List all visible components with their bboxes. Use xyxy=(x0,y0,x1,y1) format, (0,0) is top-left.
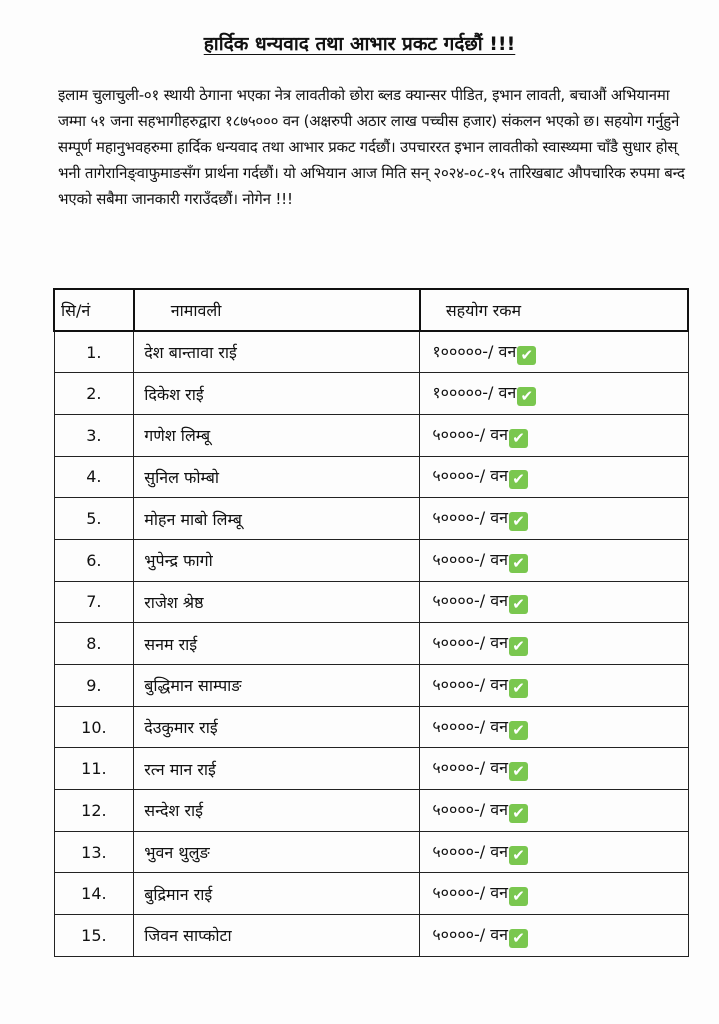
check-mark-icon: ✔ xyxy=(509,679,528,698)
donor-table xyxy=(53,288,689,957)
serial-cell: 1. xyxy=(54,331,134,373)
amount-cell xyxy=(420,331,688,373)
table-row xyxy=(54,748,688,790)
serial-cell: 4. xyxy=(54,456,134,498)
amount-cell xyxy=(420,456,688,498)
check-mark-icon: ✔ xyxy=(509,595,528,614)
check-mark-icon: ✔ xyxy=(509,554,528,573)
serial-cell: 5. xyxy=(54,498,134,540)
amount-text: ५००००-/ वन xyxy=(432,591,508,611)
serial-cell: 11. xyxy=(54,748,134,790)
serial-cell: 8. xyxy=(54,623,134,665)
table-row xyxy=(54,873,688,915)
name-cell: बुद्धिमान साम्पाङ xyxy=(134,665,420,707)
check-mark-icon: ✔ xyxy=(509,804,528,823)
name-cell: बुद्रिमान राई xyxy=(134,873,420,915)
serial-cell: 3. xyxy=(54,414,134,456)
check-mark-icon: ✔ xyxy=(509,429,528,448)
check-mark-icon: ✔ xyxy=(517,387,536,406)
check-mark-icon: ✔ xyxy=(509,762,528,781)
name-cell: देउकुमार राई xyxy=(134,706,420,748)
name-cell: सनम राई xyxy=(134,623,420,665)
name-cell: सुनिल फोम्बो xyxy=(134,456,420,498)
amount-cell xyxy=(420,915,688,957)
amount-text: ५००००-/ वन xyxy=(432,674,508,694)
table-row xyxy=(54,456,688,498)
serial-cell: 15. xyxy=(54,915,134,957)
table-row xyxy=(54,623,688,665)
name-cell: रत्न मान राई xyxy=(134,748,420,790)
title-text: हार्दिक धन्यवाद तथा आभार प्रकट गर्दछौं !!! xyxy=(203,33,516,55)
name-cell: गणेश लिम्बू xyxy=(134,414,420,456)
amount-text: ५००००-/ वन xyxy=(432,799,508,819)
check-mark-icon: ✔ xyxy=(509,846,528,865)
amount-text: ५००००-/ वन xyxy=(432,549,508,569)
amount-cell xyxy=(420,539,688,581)
serial-cell: 2. xyxy=(54,373,134,415)
notice-paragraph: इलाम चुलाचुली-०१ स्थायी ठेगाना भएका नेत्र लावतीको छोरा ब्लड क्यान्सर पीडित, इभान लावती, बचाऔं अभियानमा जम्मा ५१ जना सहभागीहरुद्वारा १८७५००० वन (अक्षरुपी अठार लाख पच्चीस हजार) संकलन भएको छ। सहयोग गर्नुहुने सम्पूर्ण महानुभवहरुमा हार्दिक धन्यवाद तथा आभार प्रकट गर्दछौं। उपचाररत इभान लावतीको स्वास्थ्यमा चाँडै सुधार होस् भनी तागेरानिङ्वाफुमाङसँग प्रार्थना गर्दछौं। यो अभियान आज मिति सन् २०२४-०८-१५ तारिखबाट औपचारिक रुपमा बन्द भएको सबैमा जानकारी गराउँदछौं। नोगेन !!! xyxy=(58,86,685,208)
check-mark-icon: ✔ xyxy=(517,346,536,365)
header-serial: सि/नं xyxy=(54,289,134,331)
name-cell: भुपेन्द्र फागो xyxy=(134,539,420,581)
table-row xyxy=(54,706,688,748)
amount-cell xyxy=(420,373,688,415)
name-cell: भुवन थुलुङ xyxy=(134,831,420,873)
amount-text: ५००००-/ वन xyxy=(432,883,508,903)
amount-cell xyxy=(420,831,688,873)
amount-text: ५००००-/ वन xyxy=(432,924,508,944)
amount-cell xyxy=(420,665,688,707)
check-mark-icon: ✔ xyxy=(509,929,528,948)
table-row xyxy=(54,331,688,373)
header-name: नामावली xyxy=(134,289,420,331)
check-mark-icon: ✔ xyxy=(509,721,528,740)
serial-cell: 7. xyxy=(54,581,134,623)
name-cell: राजेश श्रेष्ठ xyxy=(134,581,420,623)
amount-text: ५००००-/ वन xyxy=(432,758,508,778)
serial-cell: 10. xyxy=(54,706,134,748)
name-cell: मोहन माबो लिम्बू xyxy=(134,498,420,540)
table-row xyxy=(54,790,688,832)
name-cell: दिकेश राई xyxy=(134,373,420,415)
table-row xyxy=(54,539,688,581)
amount-cell xyxy=(420,414,688,456)
amount-cell xyxy=(420,498,688,540)
table-header-row xyxy=(54,289,688,331)
amount-text: ५००००-/ वन xyxy=(432,633,508,653)
amount-text: ५००००-/ वन xyxy=(432,716,508,736)
serial-cell: 14. xyxy=(54,873,134,915)
table-row xyxy=(54,915,688,957)
amount-text: १०००००-/ वन xyxy=(432,341,517,361)
table-row xyxy=(54,498,688,540)
name-cell: जिवन साप्कोटा xyxy=(134,915,420,957)
table-row xyxy=(54,373,688,415)
amount-cell xyxy=(420,873,688,915)
amount-text: ५००००-/ वन xyxy=(432,508,508,528)
header-amount: सहयोग रकम xyxy=(420,289,688,331)
page-title xyxy=(0,30,719,56)
serial-cell: 13. xyxy=(54,831,134,873)
table-row xyxy=(54,831,688,873)
serial-cell: 12. xyxy=(54,790,134,832)
check-mark-icon: ✔ xyxy=(509,512,528,531)
amount-cell xyxy=(420,581,688,623)
serial-cell: 6. xyxy=(54,539,134,581)
amount-text: ५००००-/ वन xyxy=(432,424,508,444)
amount-cell xyxy=(420,706,688,748)
name-cell: देश बान्तावा राई xyxy=(134,331,420,373)
serial-cell: 9. xyxy=(54,665,134,707)
amount-text: ५००००-/ वन xyxy=(432,466,508,486)
amount-cell xyxy=(420,623,688,665)
amount-cell xyxy=(420,790,688,832)
amount-text: ५००००-/ वन xyxy=(432,841,508,861)
amount-cell xyxy=(420,748,688,790)
table-row xyxy=(54,581,688,623)
check-mark-icon: ✔ xyxy=(509,470,528,489)
table-row xyxy=(54,665,688,707)
name-cell: सन्देश राई xyxy=(134,790,420,832)
check-mark-icon: ✔ xyxy=(509,637,528,656)
amount-text: १०००००-/ वन xyxy=(432,383,517,403)
check-mark-icon: ✔ xyxy=(509,887,528,906)
table-row xyxy=(54,414,688,456)
table-body xyxy=(54,331,688,956)
